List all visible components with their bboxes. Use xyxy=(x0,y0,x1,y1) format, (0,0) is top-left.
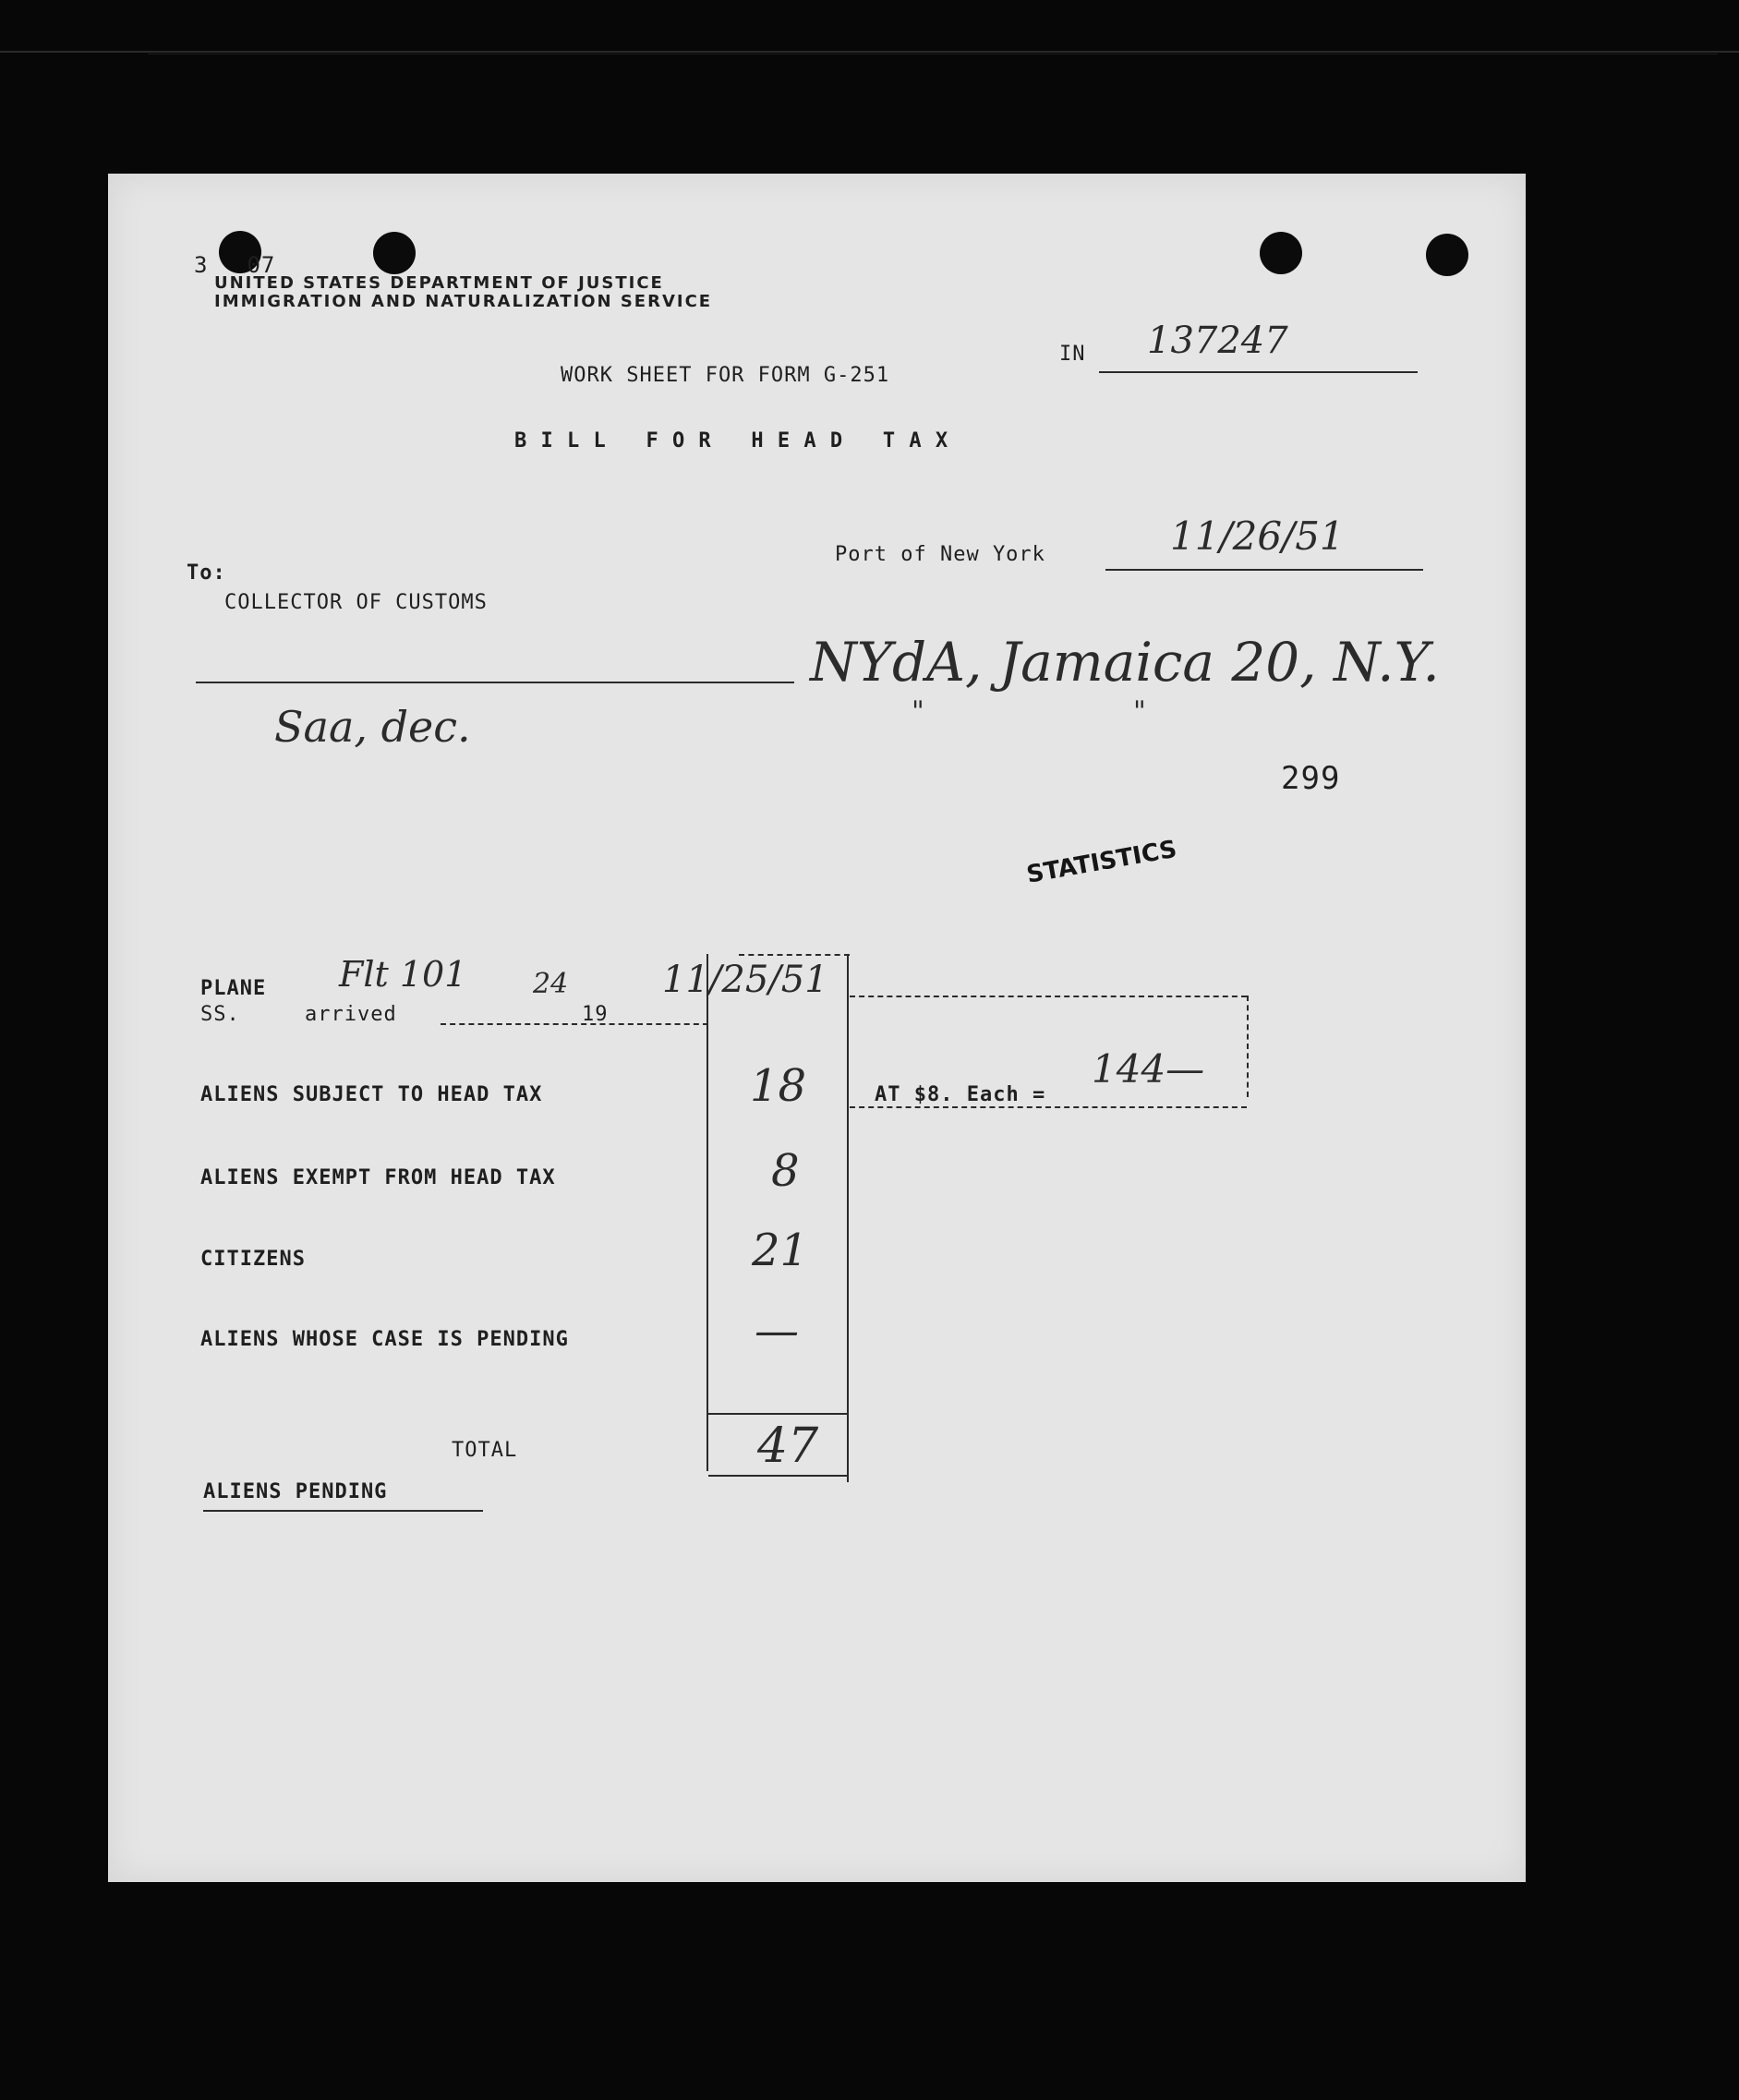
table-divider xyxy=(847,954,849,1482)
in-label: IN xyxy=(1059,343,1086,366)
row-value-citizens: 21 xyxy=(752,1225,809,1276)
row-label-exempt: ALIENS EXEMPT FROM HEAD TAX xyxy=(200,1166,556,1189)
row-value-subject: 18 xyxy=(750,1060,807,1112)
port-date: 11/26/51 xyxy=(1170,513,1345,559)
total-value: 47 xyxy=(757,1418,819,1474)
row-value-pending: — xyxy=(755,1305,799,1357)
in-number: 137247 xyxy=(1147,320,1288,362)
aliens-pending-underline xyxy=(203,1510,483,1512)
in-underline xyxy=(1099,371,1418,373)
scan-edge-line xyxy=(0,51,1739,53)
rate-box-bottom xyxy=(850,1106,1247,1108)
flight-number: Flt 101 xyxy=(339,954,467,995)
punch-hole xyxy=(1260,232,1302,274)
to-label: To: xyxy=(187,561,226,585)
date-underline xyxy=(1105,569,1423,571)
arrival-date: 11/25/51 xyxy=(662,959,828,1001)
ss-label: SS. xyxy=(200,1003,240,1026)
agency-line-2: IMMIGRATION AND NATURALIZATION SERVICE xyxy=(214,292,713,311)
table-top-rule xyxy=(739,954,850,956)
ditto-mark: " xyxy=(912,695,924,728)
addressee: COLLECTOR OF CUSTOMS xyxy=(224,591,488,614)
statistics-stamp: STATISTICS xyxy=(1024,835,1179,889)
punch-hole xyxy=(373,232,416,274)
carrier-handwritten: Saa, dec. xyxy=(274,702,471,752)
punch-hole xyxy=(1426,234,1468,276)
rate-label: AT $8. Each = xyxy=(875,1083,1046,1106)
row-label-citizens: CITIZENS xyxy=(200,1248,306,1271)
addressee-line xyxy=(196,682,794,683)
airline-handwritten: NYdA, Jamaica 20, N.Y. xyxy=(810,631,1440,694)
form-subtitle: B I L L F O R H E A D T A X xyxy=(514,429,949,453)
row-value-exempt: 8 xyxy=(771,1145,800,1197)
row-label-pending: ALIENS WHOSE CASE IS PENDING xyxy=(200,1328,569,1351)
total-rule xyxy=(708,1413,847,1415)
plane-label: PLANE xyxy=(200,977,267,1000)
form-number: 3 07 xyxy=(194,252,276,278)
table-divider xyxy=(706,954,708,1471)
agency-line-1: UNITED STATES DEPARTMENT OF JUSTICE xyxy=(214,273,664,293)
arrived-label: arrived xyxy=(305,1003,397,1026)
arrived-underline xyxy=(441,1023,708,1025)
ditto-mark: " xyxy=(1133,695,1146,728)
rate-box-top xyxy=(850,996,1247,997)
form-title: WORK SHEET FOR FORM G-251 xyxy=(561,364,890,387)
reference-number: 299 xyxy=(1281,760,1341,797)
rate-amount: 144— xyxy=(1092,1046,1205,1092)
row-label-subject: ALIENS SUBJECT TO HEAD TAX xyxy=(200,1083,543,1106)
arrival-part: 24 xyxy=(533,968,569,1000)
document-page xyxy=(108,174,1526,1882)
table-bottom-rule xyxy=(708,1475,849,1477)
port-label: Port of New York xyxy=(835,543,1045,566)
year-label: 19 xyxy=(582,1003,609,1026)
total-label: TOTAL xyxy=(452,1439,518,1462)
rate-box-right xyxy=(1247,996,1249,1097)
aliens-pending-label: ALIENS PENDING xyxy=(203,1480,388,1503)
